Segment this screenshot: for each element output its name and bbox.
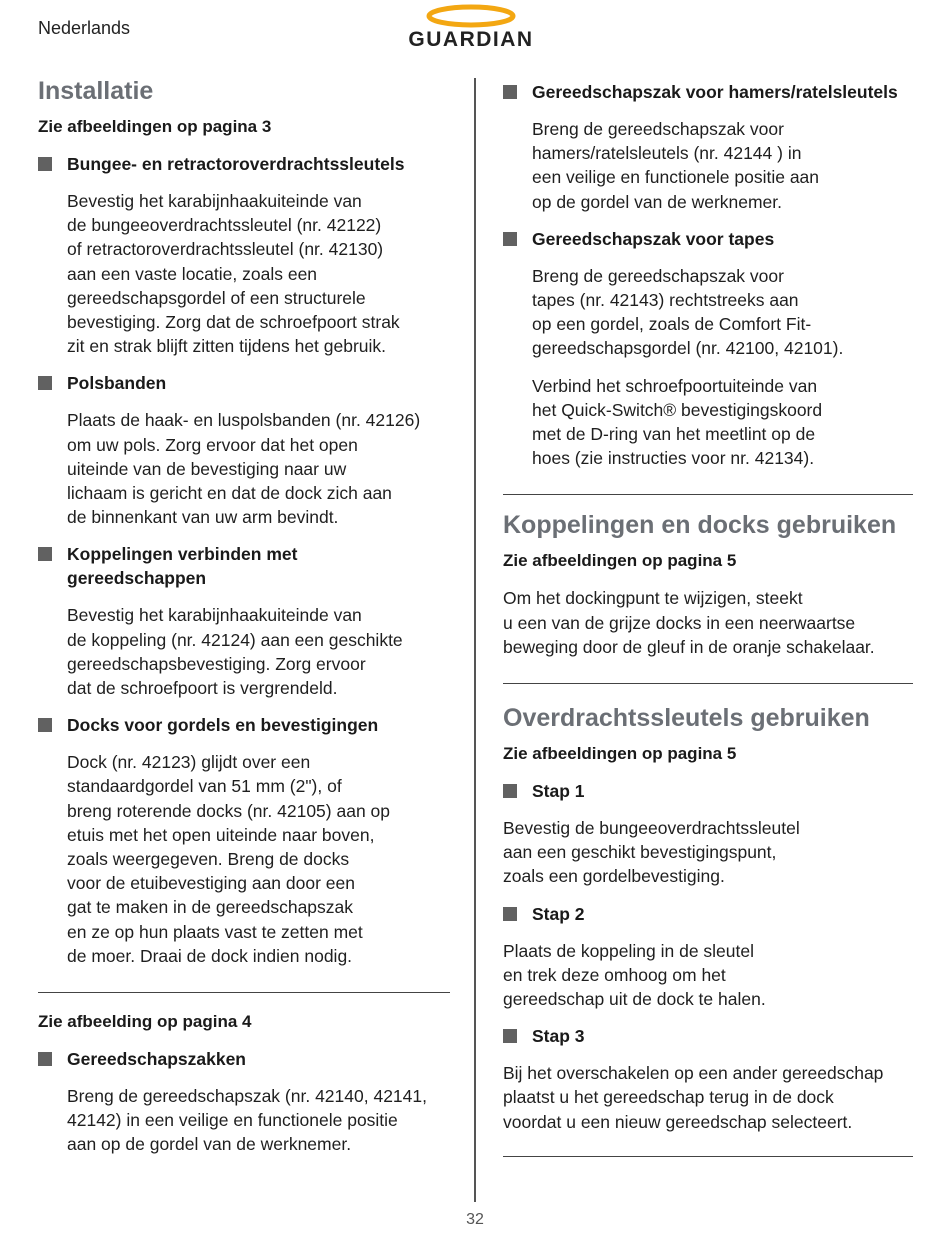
bullet-square-icon (503, 232, 517, 246)
page-number: 32 (466, 1211, 484, 1228)
subheading-hamers: Gereedschapszak voor hamers/ratelsleutels (503, 80, 913, 104)
logo-text: GUARDIAN (408, 28, 534, 51)
language-label: Nederlands (38, 18, 131, 38)
guardian-logo (383, 2, 563, 54)
figure-reference: Zie afbeeldingen op pagina 5 (503, 744, 737, 764)
right-column (503, 80, 913, 1157)
paragraph-stap-3: Bij het overschakelen op een ander gereedschap plaatst u het gereedschap terug in de dock voordat u een nieuw gereedschap selecteert. (503, 1063, 884, 1132)
paragraph-stap-1: Bevestig de bungeeoverdrachtssleutel aan een geschikt bevestigingspunt, zoals een gordelbevestiging. (503, 818, 800, 887)
paragraph-tapes: Breng de gereedschapszak voor tapes (nr. 42143) rechtstreeks aan op een gordel, zoals de Comfort Fit- gereedschapsgordel (nr. 42100, 42101). (532, 265, 844, 359)
section-rule (503, 683, 913, 684)
subheading-koppelingen: Koppelingen verbinden met gereedschappen (38, 542, 450, 590)
subheading-bungee: Bungee- en retractoroverdrachtssleutels (38, 152, 450, 176)
section-title-installatie: Installatie (38, 77, 154, 105)
paragraph-tapes-koord: Verbind het schroefpoortuiteinde van het Quick-Switch® bevestigingskoord met de D-ring van het meetlint op de hoes (zie instructies voor nr. 42134). (532, 375, 823, 469)
figure-reference: Zie afbeeldingen op pagina 3 (38, 117, 272, 136)
figure-reference: Zie afbeelding op pagina 4 (38, 1012, 252, 1032)
paragraph-dockingpunt: Om het dockingpunt te wijzigen, steekt u een van de grijze docks in een neerwaartse beweging door de gleuf in de oranje schakelaar. (503, 588, 875, 657)
section-rule (38, 992, 450, 993)
subheading-tapes: Gereedschapszak voor tapes (503, 227, 913, 251)
section-rule (503, 1156, 913, 1157)
column-divider (474, 78, 476, 1202)
figure-reference: Zie afbeeldingen op pagina 5 (503, 551, 737, 571)
bullet-square-icon (38, 718, 52, 732)
subheading-stap-3: Stap 3 (503, 1024, 913, 1048)
bullet-square-icon (38, 1052, 52, 1066)
left-column (38, 75, 450, 1170)
bullet-square-icon (38, 157, 52, 171)
subheading-polsbanden: Polsbanden (38, 371, 450, 395)
bullet-square-icon (38, 376, 52, 390)
paragraph-hamers: Breng de gereedschapszak voor hamers/ratelsleutels (nr. 42144 ) in een veilige en functionele positie aan op de gordel van de werknemer. (532, 119, 820, 212)
bullet-square-icon (503, 1029, 517, 1043)
paragraph-bungee: Bevestig het karabijnhaakuiteinde van de bungeeoverdrachtssleutel (nr. 42122) of retractoroverdrachtssleutel (nr. 42130) aan een vaste locatie, zoals een gereedschapsgordel of een structurele bevestiging. Zorg dat de schroefpoort strak zit en strak blijft zitten tijdens het gebruik. (67, 191, 400, 357)
bullet-square-icon (503, 784, 517, 798)
section-title-koppelingen-docks: Koppelingen en docks gebruiken (503, 511, 897, 540)
section-rule (503, 494, 913, 495)
logo-swoosh-icon (425, 4, 517, 30)
paragraph-gereedschapszakken: Breng de gereedschapszak (nr. 42140, 42141, 42142) in een veilige en functionele positie aan op de gordel van de werknemer. (67, 1086, 427, 1155)
subheading-stap-1: Stap 1 (503, 779, 913, 803)
bullet-square-icon (38, 547, 52, 561)
subheading-gereedschapszakken: Gereedschapszakken (38, 1047, 450, 1071)
paragraph-polsbanden: Plaats de haak- en luspolsbanden (nr. 42126) om uw pols. Zorg ervoor dat het open uiteinde van de bevestiging naar uw lichaam is gericht en dat de dock zich aan de binnenkant van uw arm bevindt. (67, 410, 421, 528)
paragraph-docks: Dock (nr. 42123) glijdt over een standaardgordel van 51 mm (2"), of breng roterende docks (nr. 42105) aan op etuis met het open uiteinde naar boven, zoals weergegeven. Breng de docks voor de etuibevestiging aan door een gat te maken in de gereedschapszak en ze op hun plaats vast te zetten met de moer. Draai de dock indien nodig. (67, 752, 390, 966)
subheading-docks: Docks voor gordels en bevestigingen (38, 713, 450, 737)
section-title-overdrachtssleutels: Overdrachtssleutels gebruiken (503, 704, 870, 733)
paragraph-stap-2: Plaats de koppeling in de sleutel en trek deze omhoog om het gereedschap uit de dock te halen. (503, 940, 766, 1010)
subheading-stap-2: Stap 2 (503, 902, 913, 926)
bullet-square-icon (503, 85, 517, 99)
bullet-square-icon (503, 907, 517, 921)
paragraph-koppelingen: Bevestig het karabijnhaakuiteinde van de koppeling (nr. 42124) aan een geschikte gereedschapsbevestiging. Zorg ervoor dat de schroefpoort is vergrendeld. (67, 605, 403, 699)
